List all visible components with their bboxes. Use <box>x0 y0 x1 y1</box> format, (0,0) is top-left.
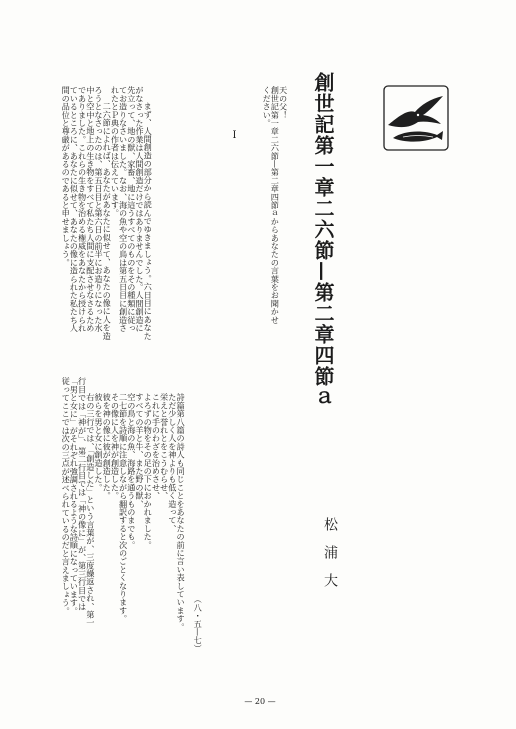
body-line: がなさった作業は人間創造だけではありませんでした。人間創造に <box>135 86 146 332</box>
dove-emblem-icon <box>383 85 449 151</box>
lower-body <box>61 377 187 631</box>
quote-line: ただ少しく人を神よりも低く造って、 <box>167 393 178 533</box>
quote-line: 彼を神の像に彼が創造した。 <box>102 393 113 500</box>
quote-line: その像に人を神が創造した。 <box>110 393 121 500</box>
prayer-block <box>262 86 289 324</box>
psalm-reference: （八・五—七） <box>193 595 204 653</box>
body-line: 右の三行では、「創造した」という言葉が、三度繰返され、第一 <box>85 393 96 627</box>
body-line: 二六節によれば、あなたがあなたに似せて、あなたの像に人を造 <box>102 102 113 340</box>
body-line: ろうとなさったのは、第五日目と第六日の前半にお造りになった水 <box>94 86 105 332</box>
quote-line: 空の鳥と海の魚、海路を通うものまでも。 <box>126 393 137 549</box>
body-line: まず、人間創造の部分から読んでゆきましょう。六日目にあなた <box>143 102 154 340</box>
body-line: 行目では「神が」、第二行目では「神の像に」が、第三行目では <box>77 377 88 611</box>
section-numeral: Ⅰ <box>229 130 240 141</box>
prayer-line: 創世記第一章二六節—第二章四節ａからあなたの言葉をお聞かせ <box>270 86 281 324</box>
body-line: ているところに、あなたに似せて、あなたの像に造られた私たち人 <box>69 86 80 332</box>
author-name: 松 浦 大 <box>322 517 338 587</box>
body-line: でありました。これらの生き物を治める権威をあなたから授けられ <box>77 86 88 332</box>
quote-line: 栄えと誉れとをこうむらせ、 <box>159 393 170 500</box>
body-line: 間の品位と尊厳があるのであると申せましょう。 <box>61 86 72 267</box>
body-line: 「男と女に」がそれぞれ強調されるような詩順になっています。 <box>69 377 80 615</box>
body-line: 二七節を詩順に注意しながら翻訳すると次のごとくなります。 <box>118 393 129 623</box>
quote-line: よろずの物をその足の下におかれました。 <box>143 393 154 549</box>
page-number: — 20 — <box>244 697 276 706</box>
body-line: 従ってここでは次の三点が述べられているのだと言えましょう。 <box>61 377 72 615</box>
quote-line: これに手のわざを治めさせ、 <box>151 393 162 500</box>
body-line: てお造りなさいました。なお、海の魚や空の鳥は第五日目に創造さ <box>118 86 129 332</box>
body-line: 中と空中と地上の生き物をすべて私たち人間に支配させなさるため <box>85 86 96 332</box>
section-body <box>61 86 154 340</box>
quote-line: 彼らを男と女に創造した。 <box>94 393 105 492</box>
body-line: 詩篇第八篇の詩人も同じことをあなたの前に言い表しています。 <box>176 393 187 631</box>
quote-line: すべての羊と牛、また野の獣、 <box>135 393 146 508</box>
body-line: れたとＰ典の作者は伝えています。 <box>110 86 121 218</box>
page-title: 創世記第一章二六節—第二章四節ａ <box>311 72 335 408</box>
body-line: 先立って、地の獣、家畜、地に這うすべてのものをその種類に従っ <box>126 86 137 332</box>
prayer-line: ください。 <box>262 86 273 127</box>
prayer-line: 天の父！ <box>278 86 289 119</box>
